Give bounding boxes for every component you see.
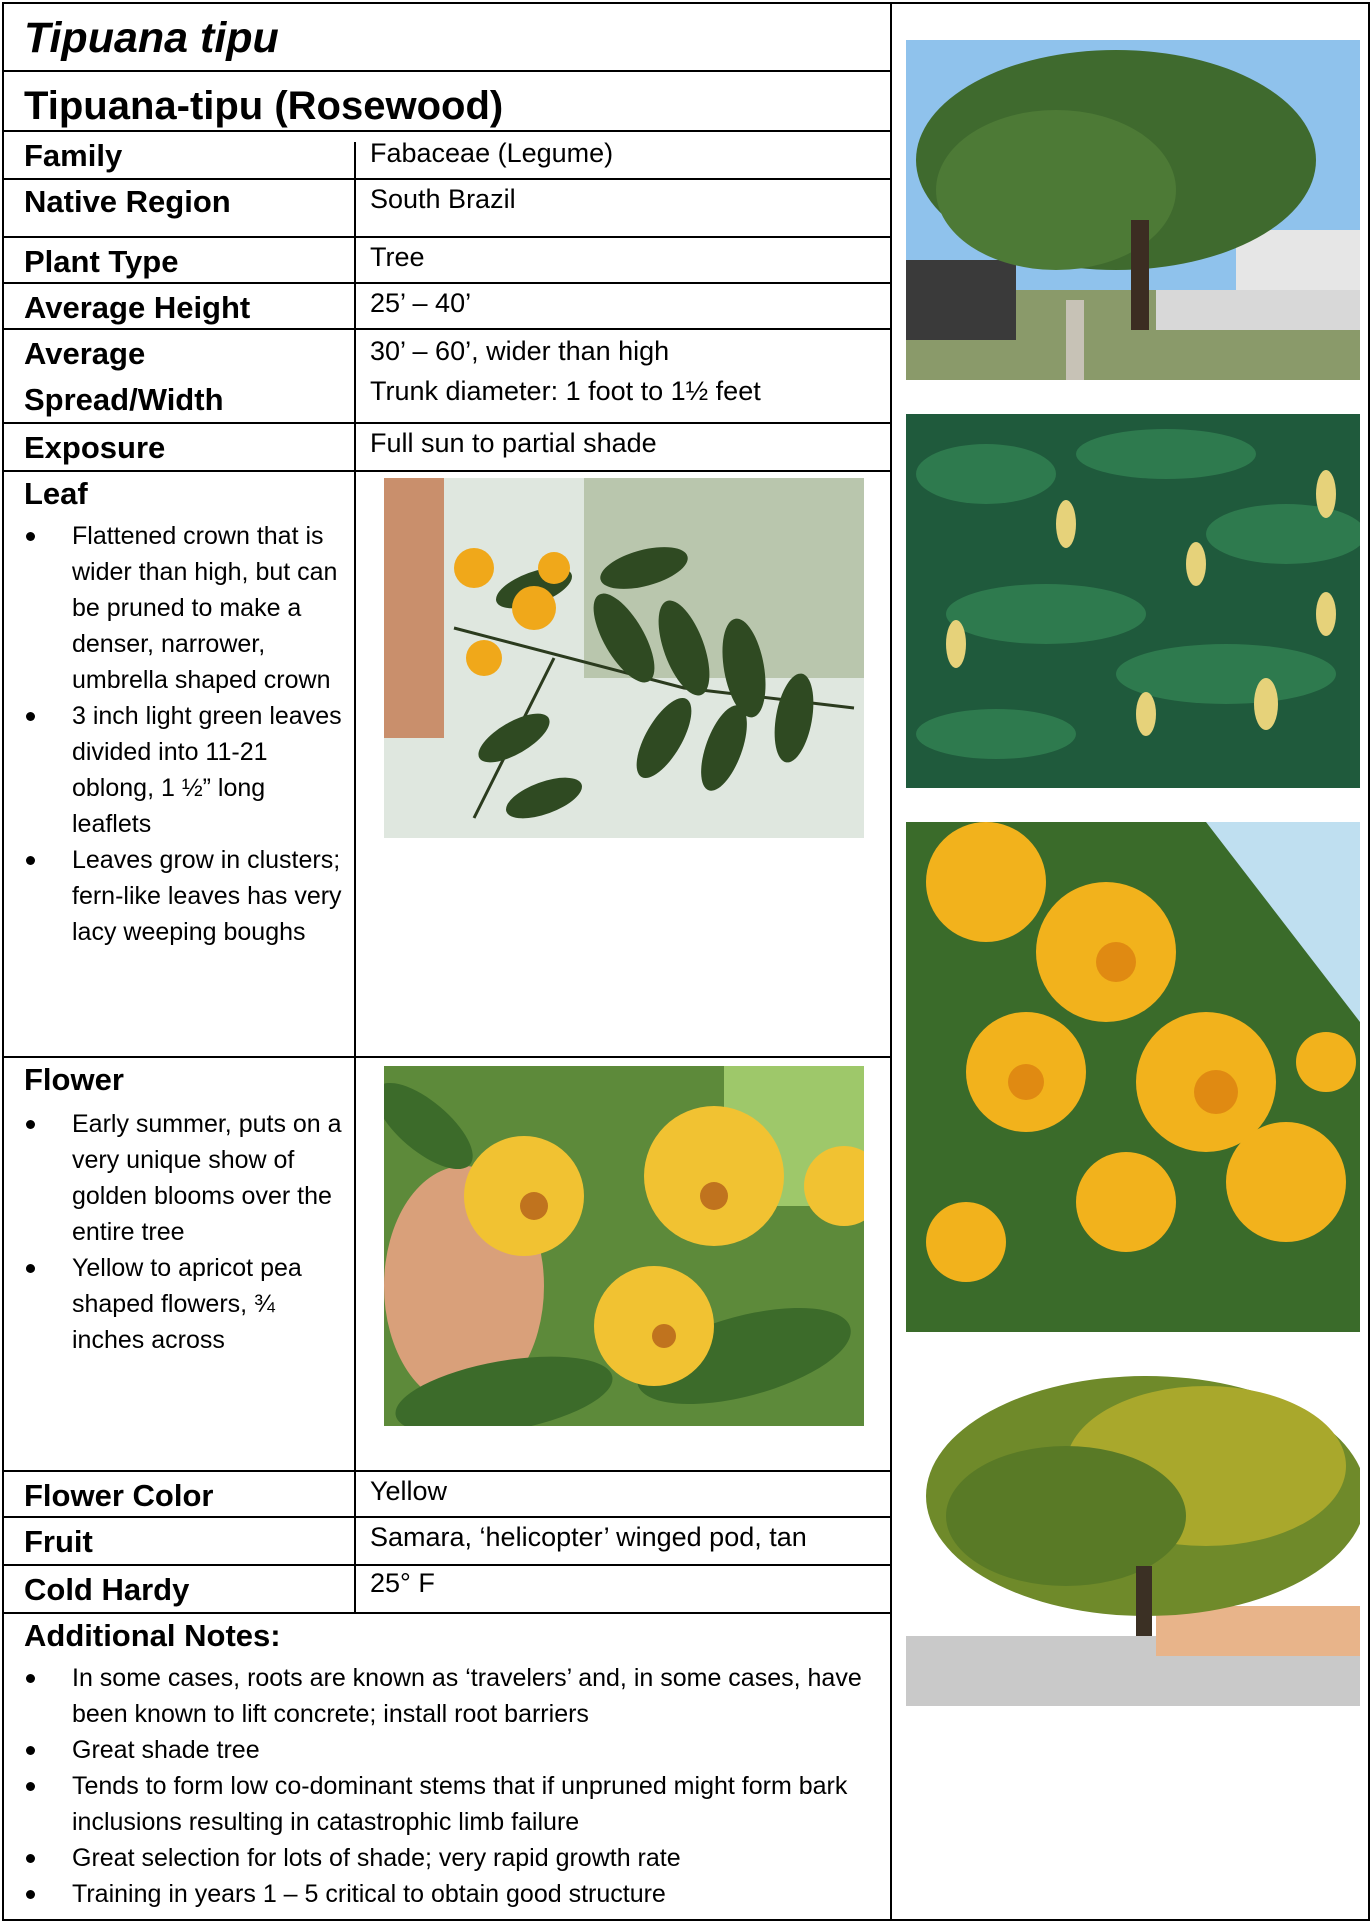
additional-notes-label: Additional Notes: xyxy=(24,1618,281,1653)
flower-color-value: Yellow xyxy=(370,1476,448,1506)
flower-bullets xyxy=(4,1106,344,1358)
family-value: Fabaceae (Legume) xyxy=(370,138,614,168)
average-spread-value-line2: Trunk diameter: 1 foot to 1½ feet xyxy=(370,376,761,406)
average-spread-label-line2: Spread/Width xyxy=(24,382,224,417)
exposure-value: Full sun to partial shade xyxy=(370,428,657,458)
list-item: Flattened crown that is wider than high, but can be pruned to make a denser, narrower, umbrella shaped crown xyxy=(4,518,344,698)
list-item: 3 inch light green leaves divided into 11-21 oblong, 1 ½” long leaflets xyxy=(4,698,344,842)
column-divider xyxy=(890,4,892,1919)
rule xyxy=(4,1516,890,1518)
rule xyxy=(4,236,890,238)
exposure-label: Exposure xyxy=(24,430,166,465)
leaf-bullets xyxy=(4,518,344,950)
average-spread-label-line1: Average xyxy=(24,336,146,371)
rule xyxy=(4,1564,890,1566)
list-item: Training in years 1 – 5 critical to obtain good structure xyxy=(4,1876,884,1912)
flower-label: Flower xyxy=(24,1062,124,1097)
additional-notes-bullets xyxy=(4,1660,884,1912)
flower-color-label: Flower Color xyxy=(24,1478,214,1513)
common-name: Tipuana-tipu (Rosewood) xyxy=(24,84,504,128)
rule xyxy=(4,422,890,424)
cold-hardy-value: 25° F xyxy=(370,1568,435,1598)
list-item: Great selection for lots of shade; very rapid growth rate xyxy=(4,1840,884,1876)
foliage-pods-photo xyxy=(906,414,1360,788)
rule xyxy=(4,470,890,472)
fruit-value: Samara, ‘helicopter’ winged pod, tan xyxy=(370,1522,807,1552)
tree-canopy-photo xyxy=(906,1366,1360,1706)
rule xyxy=(4,1056,890,1058)
rule xyxy=(4,70,890,72)
list-item: Yellow to apricot pea shaped flowers, ¾ inches across xyxy=(4,1250,344,1358)
rule xyxy=(4,282,890,284)
fruit-label: Fruit xyxy=(24,1524,93,1559)
rule xyxy=(4,178,890,180)
rule xyxy=(4,1612,890,1614)
rule xyxy=(4,1470,890,1472)
tree-street-photo xyxy=(906,40,1360,380)
rule xyxy=(4,130,890,132)
native-region-value: South Brazil xyxy=(370,184,516,214)
golden-blooms-photo xyxy=(906,822,1360,1332)
scientific-name: Tipuana tipu xyxy=(24,14,279,62)
list-item: Early summer, puts on a very unique show of golden blooms over the entire tree xyxy=(4,1106,344,1250)
leaf-photo xyxy=(384,478,864,838)
list-item: Leaves grow in clusters; fern-like leaves has very lacy weeping boughs xyxy=(4,842,344,950)
list-item: Great shade tree xyxy=(4,1732,884,1768)
label-value-divider xyxy=(354,142,356,1614)
leaf-label: Leaf xyxy=(24,476,88,511)
average-height-value: 25’ – 40’ xyxy=(370,288,472,318)
plant-type-value: Tree xyxy=(370,242,425,272)
cold-hardy-label: Cold Hardy xyxy=(24,1572,190,1607)
family-label: Family xyxy=(24,138,123,173)
list-item: Tends to form low co-dominant stems that if unpruned might form bark inclusions resulting in catastrophic limb failure xyxy=(4,1768,884,1840)
plant-type-label: Plant Type xyxy=(24,244,179,279)
rule xyxy=(4,328,890,330)
list-item: In some cases, roots are known as ‘travelers’ and, in some cases, have been known to lift concrete; install root barriers xyxy=(4,1660,884,1732)
plant-fact-sheet xyxy=(2,2,1370,1921)
average-spread-value-line1: 30’ – 60’, wider than high xyxy=(370,336,670,366)
native-region-label: Native Region xyxy=(24,184,231,219)
average-height-label: Average Height xyxy=(24,290,251,325)
flower-photo xyxy=(384,1066,864,1426)
